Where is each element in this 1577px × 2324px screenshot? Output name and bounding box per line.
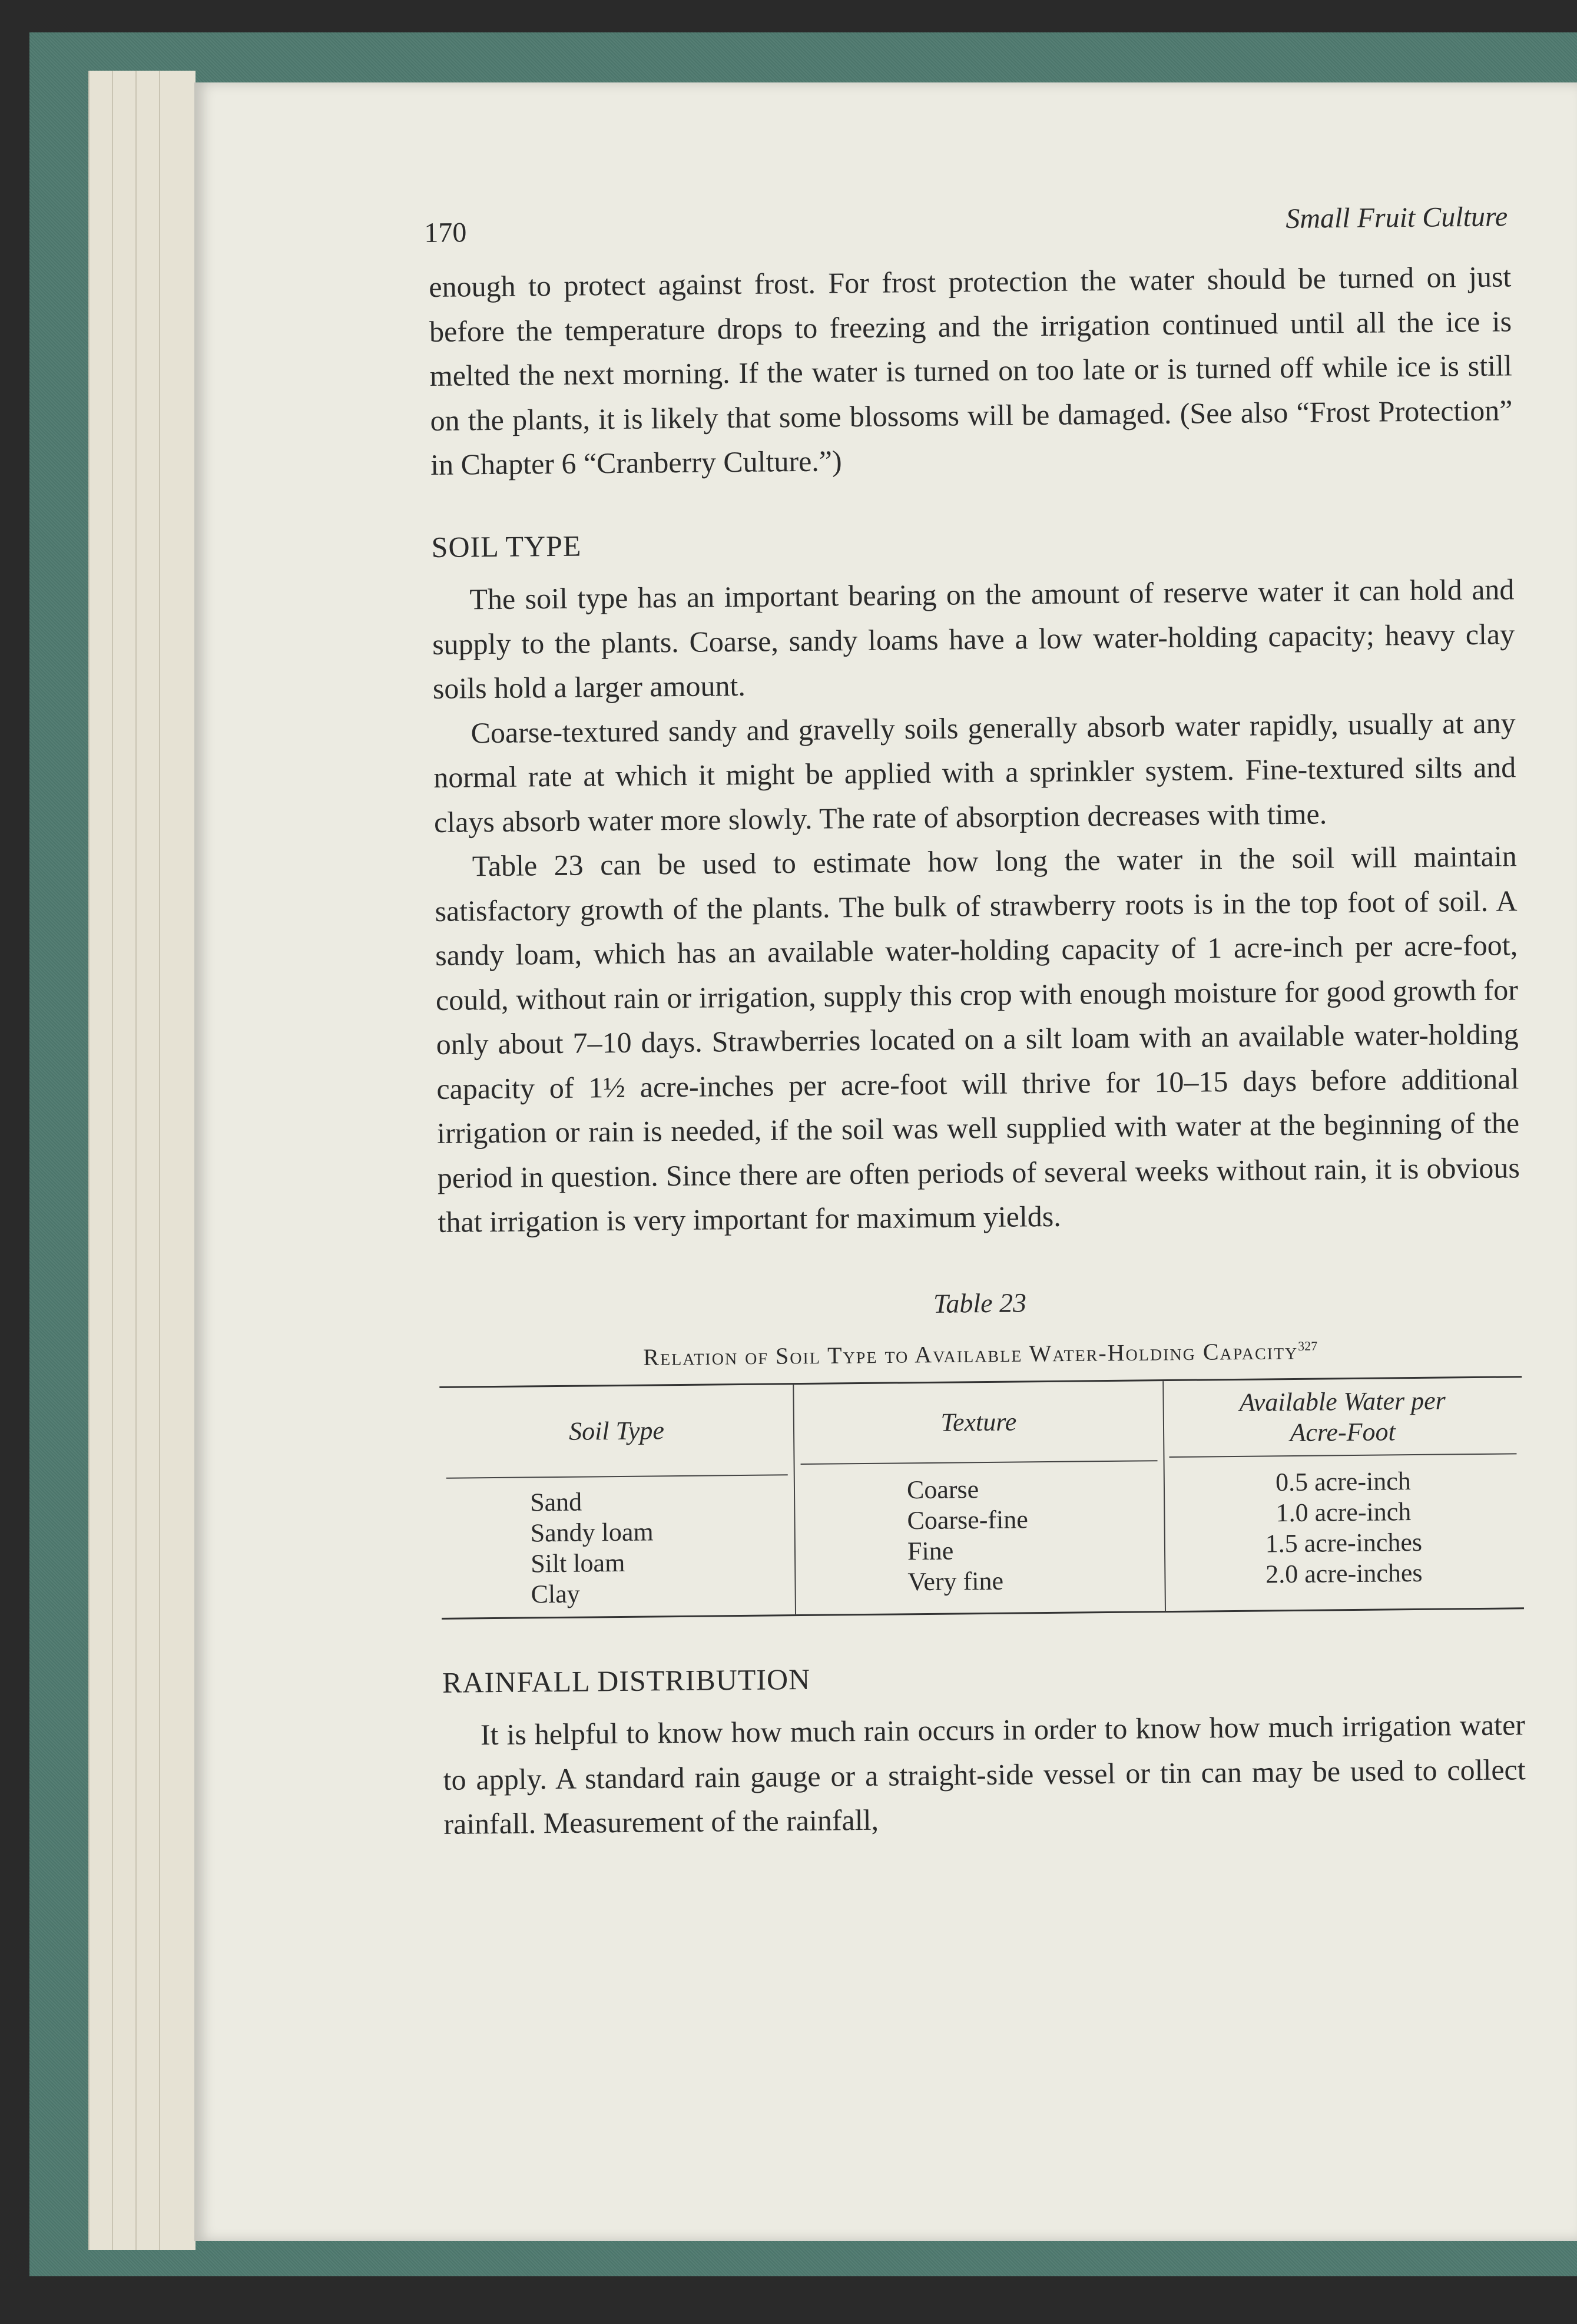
table-caption (439, 1326, 1522, 1377)
body-paragraph: It is helpful to know how much rain occurs in order to know how much irrigation water to apply. A standard rain gauge or a straight-side vessel or tin can may be used to collect rainfall. Measurement of the rainfall, (443, 1708, 1526, 1841)
page-edge (112, 71, 137, 2250)
table-title: Table 23 (933, 1287, 1027, 1319)
table-cell: Very fine (907, 1566, 1004, 1597)
table-cell: 1.0 acre-inch (1275, 1497, 1412, 1528)
body-paragraph: Coarse-textured sandy and gravelly soils generally absorb water rapidly, usually at any normal rate at which it might be applied with a sprinkler system. Fine-textured silts and clays absorb water more slowly. The rate of absorption decreases with time. (433, 706, 1516, 839)
table-caption-reference: 327 (1298, 1338, 1318, 1353)
table-cells (907, 1474, 1029, 1597)
page-body (429, 254, 1526, 1846)
running-title: Small Fruit Culture (1286, 201, 1508, 234)
table-cell: Silt loam (530, 1548, 625, 1578)
table-cell: 0.5 acre-inch (1275, 1466, 1411, 1497)
table-column-available-water (1162, 1378, 1524, 1611)
table-caption-text: Relation of Soil Type to Available Water-Holding Capacity (643, 1337, 1298, 1370)
page-edge (159, 71, 196, 2250)
table-cells (1164, 1465, 1524, 1591)
section-heading-soil-type: SOIL TYPE (431, 529, 582, 564)
body-paragraph: enough to protect against frost. For frost protection the water should be turned on just before the temperature drops to freezing and the irrigation continued until all the ice is melted the next morning. If the water is turned on too late or is turned off while ice is still on the plants, it is likely that some blossoms will be damaged. (See also “Frost Protection” in Chapter 6 “Cranberry Culture.”) (429, 260, 1513, 481)
page-number: 170 (424, 217, 467, 249)
table-cell: 2.0 acre-inches (1265, 1558, 1423, 1589)
table-column-texture (793, 1381, 1166, 1614)
table-cell: Fine (907, 1536, 954, 1566)
table-cell: Clay (531, 1579, 581, 1609)
soil-water-table (439, 1376, 1524, 1620)
table-header: Texture (940, 1407, 1017, 1437)
body-paragraph: Table 23 can be used to estimate how long the water in the soil will maintain satisfactory growth of the plants. The bulk of strawberry roots is in the top foot of soil. A sandy loam, which has an available water-holding capacity of 1 acre-inch per acre-foot, could, without rain or irrigation, supply this crop with enough moisture for good growth for only about 7–10 days. Strawberries located on a silt loam with an available water-holding capacity of 1½ acre-inches per acre-foot will thrive for 10–15 days before additional irrigation or rain is needed, if the soil was well supplied with water at the beginning of the period in question. Since there are often periods of several weeks without rain, it is obvious that irrigation is very important for maximum yields. (435, 839, 1520, 1239)
table-header: Available Water per Acre-Foot (1239, 1386, 1446, 1447)
table-cells (530, 1486, 654, 1610)
body-paragraph: The soil type has an important bearing on the amount of reserve water it can hold and supply to the plants. Coarse, sandy loams have a low water-holding capacity; heavy clay soils hold a larger amount. (432, 572, 1515, 705)
table-cell: Coarse (906, 1474, 979, 1505)
table-cell: 1.5 acre-inches (1265, 1527, 1423, 1558)
section-heading-rainfall: RAINFALL DISTRIBUTION (442, 1662, 811, 1699)
page-edge (135, 71, 160, 2250)
table-column-soil-type (439, 1385, 795, 1618)
table-cell: Sandy loam (530, 1517, 654, 1548)
page-edge (88, 71, 113, 2250)
table-cell: Sand (529, 1487, 582, 1517)
table-header: Soil Type (568, 1416, 665, 1446)
table-cell: Coarse-fine (907, 1505, 1028, 1535)
